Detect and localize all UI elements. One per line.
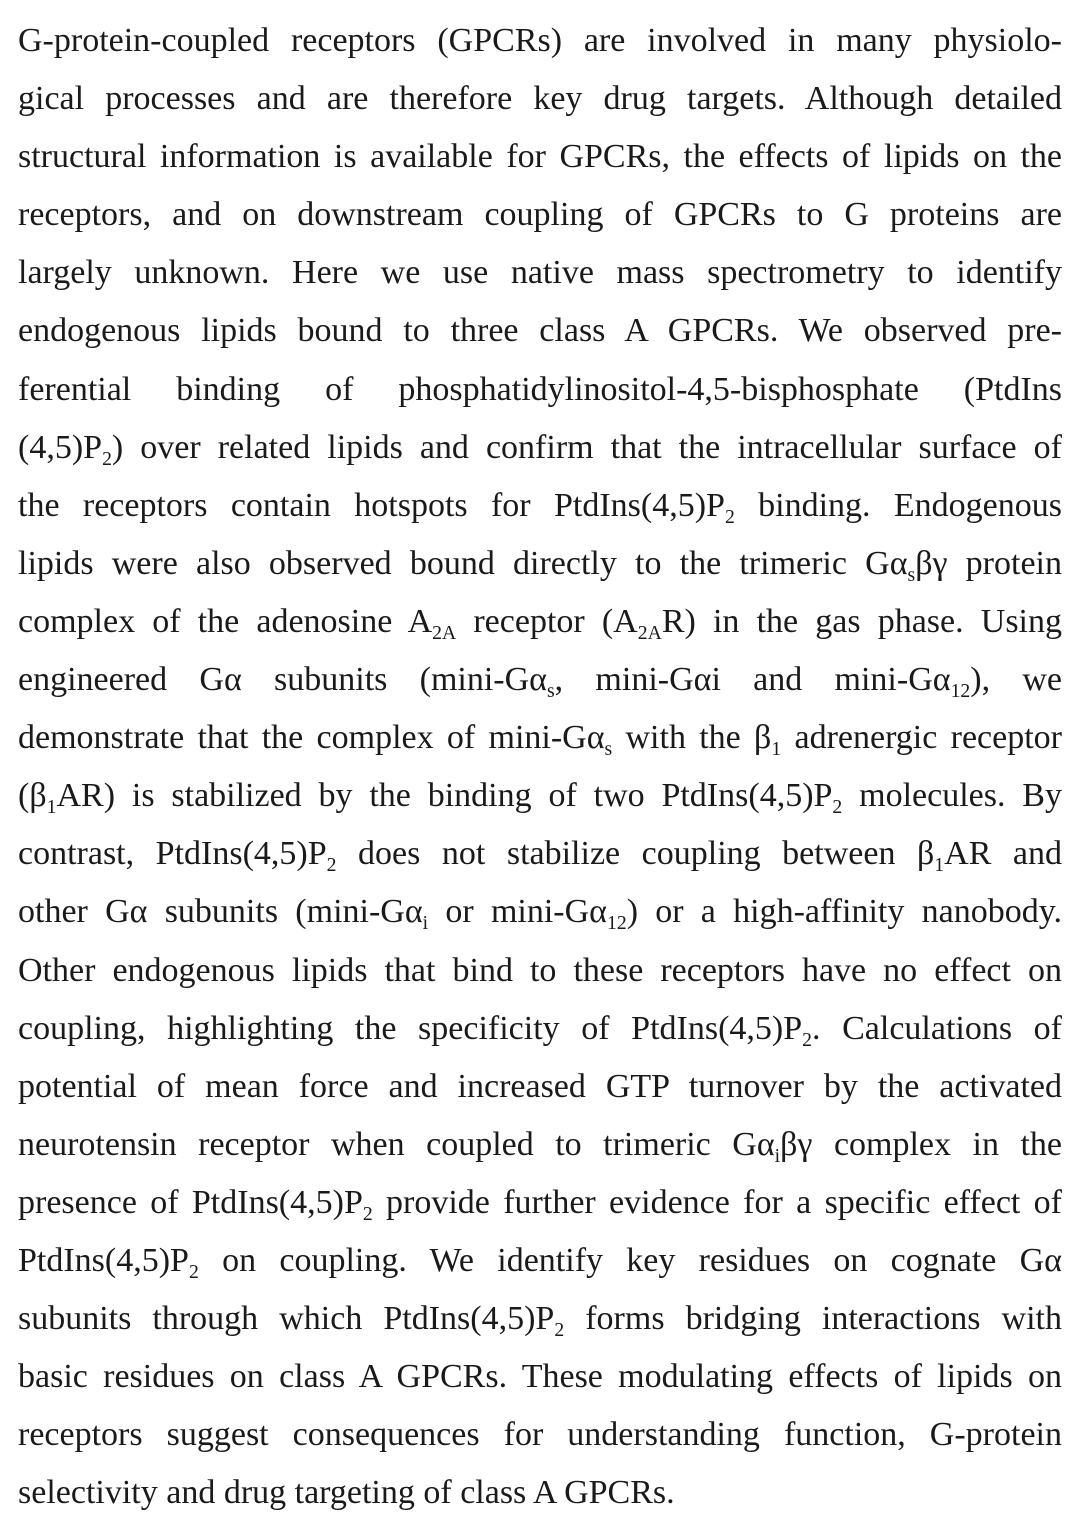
abstract-line: selectivity and drug targeting of class A GPCRs. [18,1474,675,1512]
subscript: 2 [724,505,735,528]
abstract-line: engineered Gα subunits ($\min i-G\alpha_s$, mini-Gαi and mini-$G\alpha_{12}$), we [18,661,1062,702]
abstract-line: receptors, and on downstream coupling of GPCRs to G proteins are [18,196,1062,234]
abstract-line: receptors suggest consequences for understanding function, G-protein [18,1416,1062,1454]
subscript: 2 [802,1028,812,1051]
subscript: 2 [326,854,337,877]
subscript: 2 [102,447,112,470]
abstract-line: coupling, highlighting the specificity of $PtdIns(4,5)P_2$. Calculations of [18,1009,1062,1051]
subscript: 12 [606,912,627,935]
subscript: 1 [771,738,782,761]
subscript: 2A [432,621,457,644]
subscript: 2 [362,1202,373,1225]
subscript: 2 [188,1260,199,1283]
subscript: 2A [637,621,662,644]
abstract-line: ferential binding of phosphatidylinositol-4,5-bisphosphate (PtdIns [18,370,1062,408]
abstract-line: potential of mean force and increased GTP turnover by the activated [18,1067,1062,1105]
abstract-line: other Gα subunits ($\min i-G\alpha_i$ or mini-$G\alpha_{12}$) or a high-affinity nanobody. [18,893,1062,935]
abstract-line: G-protein-coupled receptors (GPCRs) are involved in many physiolo- [18,22,1062,59]
abstract-line: endogenous lipids bound to three class A GPCRs. We observed pre- [18,312,1062,350]
subscript: 1 [46,796,57,819]
subscript: s [604,738,613,761]
subscript: 2 [554,1318,565,1341]
abstract-line: complex of the adenosine $A_{2A}$ receptor $(A_{2A}R)$ in the gas phase. Using [18,602,1062,644]
subscript: 2 [832,796,843,819]
abstract-line: largely unknown. Here we use native mass spectrometry to identify [18,254,1062,292]
abstract-line: structural information is available for GPCRs, the effects of lipids on the [18,138,1062,176]
abstract-line: the receptors contain hotspots for $PtdIns(4,5)P_2$ binding. Endogenous [18,486,1063,528]
subscript: s [547,679,555,702]
abstract-line: lipids were also observed bound directly to the trimeric $G\alpha_s\beta\gamma$ protein [18,544,1062,586]
abstract-line: demonstrate that the complex of mini-$G\alpha_s$ with the $\beta_1$ adrenergic receptor [18,719,1062,761]
abstract-line: $PtdIns(4,5)P_2$ on coupling. We identify key residues on cognate Gα [18,1241,1062,1283]
subscript: i [774,1144,781,1167]
subscript: 12 [950,679,971,702]
abstract-line: contrast, $PtdIns(4,5)P_2$ does not stabilize coupling between $\beta_1AR$ and [18,835,1062,877]
abstract-line: presence of $PtdIns(4,5)P_2$ provide further evidence for a specific effect of [18,1183,1063,1225]
abstract-line: Other endogenous lipids that bind to these receptors have no effect on [18,951,1062,989]
abstract-line: basic residues on class A GPCRs. These modulating effects of lipids on [18,1358,1062,1396]
abstract-line: $(\beta_1AR)$ is stabilized by the binding of two $PtdIns(4,5)P_2$ molecules. By [18,777,1062,819]
subscript: i [422,912,429,935]
subscript: 1 [934,854,945,877]
abstract-line: gical processes and are therefore key drug targets. Although detailed [18,80,1062,118]
abstract-line: neurotensin receptor when coupled to trimeric $G\alpha_i\beta\gamma$ complex in the [18,1125,1062,1167]
abstract-line: subunits through which $PtdIns(4,5)P_2$ forms bridging interactions with [18,1300,1062,1341]
subscript: s [907,563,916,586]
abstract-line: $(4,5)P_2$) over related lipids and confirm that the intracellular surface of [18,428,1062,470]
